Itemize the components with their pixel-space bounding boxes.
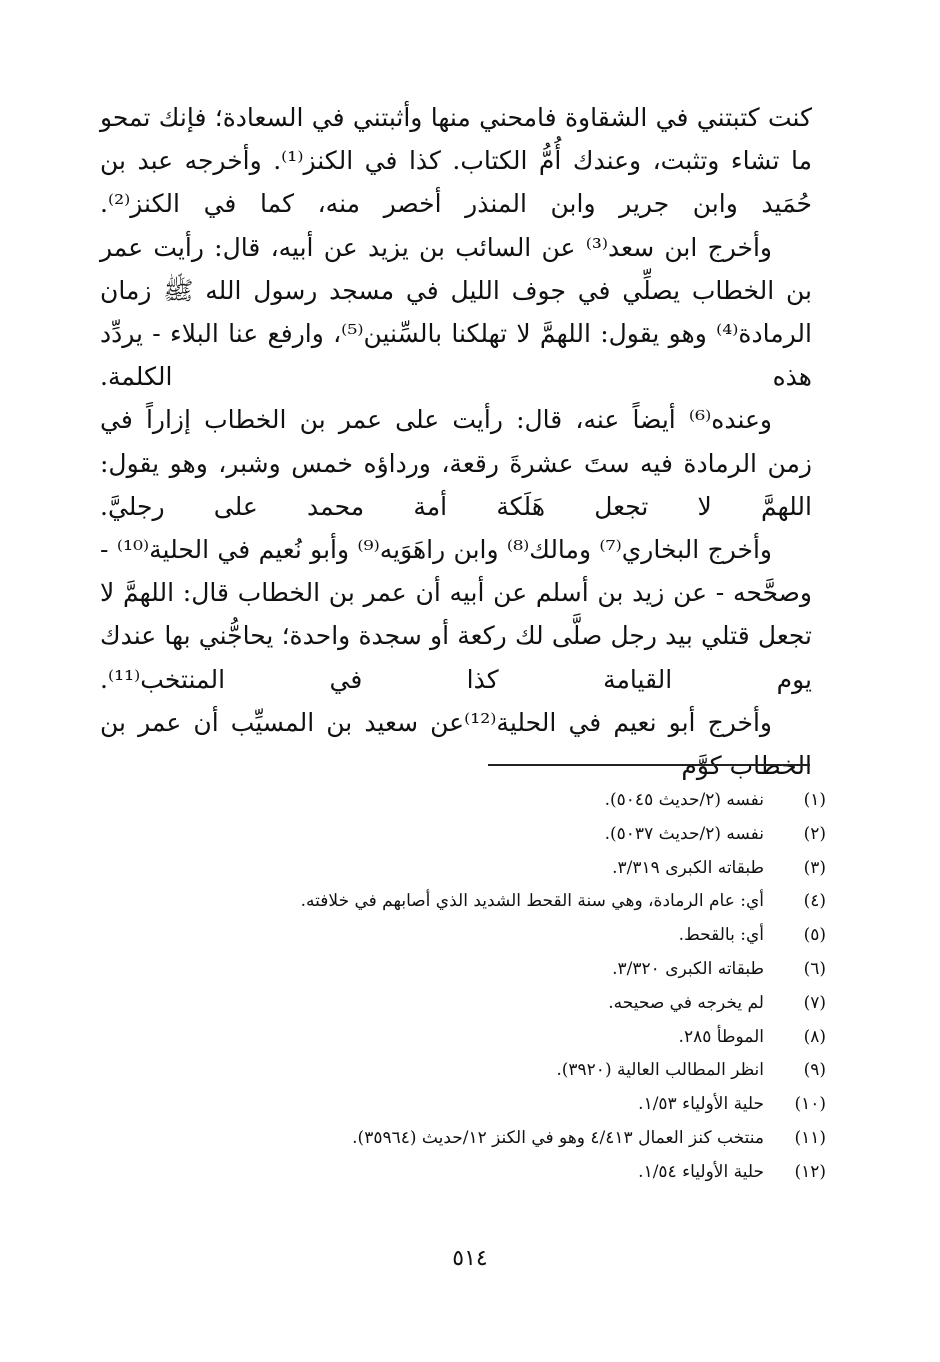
- footnote-text: حلية الأولياء ١/٥٣.: [638, 1094, 764, 1115]
- footnote-text: انظر المطالب العالية (٣٩٢٠).: [556, 1060, 764, 1081]
- main-text: [100, 96, 812, 787]
- footnote-number: (٧): [803, 992, 826, 1013]
- footnote-text: أي: بالقحط.: [678, 925, 764, 946]
- footnote-number: (٩): [803, 1060, 826, 1081]
- footnote: [166, 1021, 826, 1055]
- footnote: [166, 784, 826, 818]
- footnote-text: منتخب كنز العمال ٤/٤١٣ وهو في الكنز ١٢/حديث (٣٥٩٦٤).: [352, 1127, 764, 1148]
- paragraph: وأخرج البخاري⁽⁷⁾ ومالك⁽⁸⁾ وابن راهَوَيه⁽⁹⁾ وأبو نُعيم في الحلية⁽¹⁰⁾ - وصحَّحه - عن زيد بن أسلم عن أبيه أن عمر بن الخطاب قال: اللهمَّ لا تجعل قتلي بيد رجل صلَّى لك ركعة أو سجدة واحدة؛ يحاجُّني بها عندك يوم القيامة كذا في المنتخب⁽¹¹⁾.: [100, 535, 812, 694]
- footnote-text: طبقاته الكبرى ٣/٣١٩.: [612, 857, 764, 878]
- footnote-text: الموطأ ٢٨٥.: [678, 1026, 764, 1047]
- paragraph: وأخرج ابن سعد⁽³⁾ عن السائب بن يزيد عن أبيه، قال: رأيت عمر بن الخطاب يصلِّي في جوف الليل في مسجد رسول الله ﷺ زمان الرمادة⁽⁴⁾ وهو يقول: اللهمَّ لا تهلكنا بالسِّنين⁽⁵⁾، وارفع عنا البلاء - يردِّد هذه الكلمة.: [100, 232, 812, 392]
- footnote-number: (٤): [803, 891, 826, 912]
- footnote-number: (١٢): [794, 1161, 826, 1182]
- footnote-text: لم يخرجه في صحيحه.: [608, 992, 764, 1013]
- footnote-number: (٥): [803, 925, 826, 946]
- footnote-number: (٨): [803, 1026, 826, 1047]
- paragraph: كنت كتبتني في الشقاوة فامحني منها وأثبتني في السعادة؛ فإنك تمحو ما تشاء وتثبت، وعندك أُمُّ الكتاب. كذا في الكنز⁽¹⁾. وأخرجه عبد بن حُمَيد وابن جرير وابن المنذر أخصر منه، كما في الكنز⁽²⁾.: [100, 103, 812, 219]
- footnote-text: حلية الأولياء ١/٥٤.: [638, 1161, 764, 1182]
- footnote-text: نفسه (٢/حديث ٥٠٣٧).: [604, 823, 764, 844]
- footnote-text: طبقاته الكبرى ٣/٣٢٠.: [612, 958, 764, 979]
- footnote: [166, 1088, 826, 1122]
- footnote-text: أي: عام الرمادة، وهي سنة القحط الشديد الذي أصابهم في خلافته.: [300, 891, 764, 912]
- footnote-number: (٢): [803, 823, 826, 844]
- footnote: [166, 1122, 826, 1156]
- footnote: [166, 1156, 826, 1190]
- footnote: [166, 885, 826, 919]
- footnote: [166, 919, 826, 953]
- footnote: [166, 852, 826, 886]
- footnote: [166, 953, 826, 987]
- paragraph: وعنده⁽⁶⁾ أيضاً عنه، قال: رأيت على عمر بن الخطاب إزاراً في زمن الرمادة فيه ستَ عشرةَ رقعة، ورداؤه خمس وشبر، وهو يقول: اللهمَّ لا تجعل هَلَكة أمة محمد على رجليَّ.: [100, 405, 812, 521]
- footnotes-list: [166, 784, 826, 1190]
- footnote-number: (٦): [803, 958, 826, 979]
- footnote-number: (٣): [803, 857, 826, 878]
- footnote-number: (١٠): [794, 1094, 826, 1115]
- footnote: [166, 987, 826, 1021]
- paragraph: وأخرج أبو نعيم في الحلية⁽¹²⁾عن سعيد بن المسيِّب أن عمر بن الخطاب كوَّم: [100, 707, 812, 781]
- footnote-text: نفسه (٢/حديث ٥٠٤٥).: [604, 790, 764, 810]
- footnote: [166, 1054, 826, 1088]
- footnote-number: (١١): [794, 1127, 826, 1148]
- footnote: [166, 818, 826, 852]
- footnote-number: (١): [803, 790, 826, 810]
- footnote-separator: [488, 764, 810, 766]
- page-number: ٥١٤: [452, 1246, 488, 1271]
